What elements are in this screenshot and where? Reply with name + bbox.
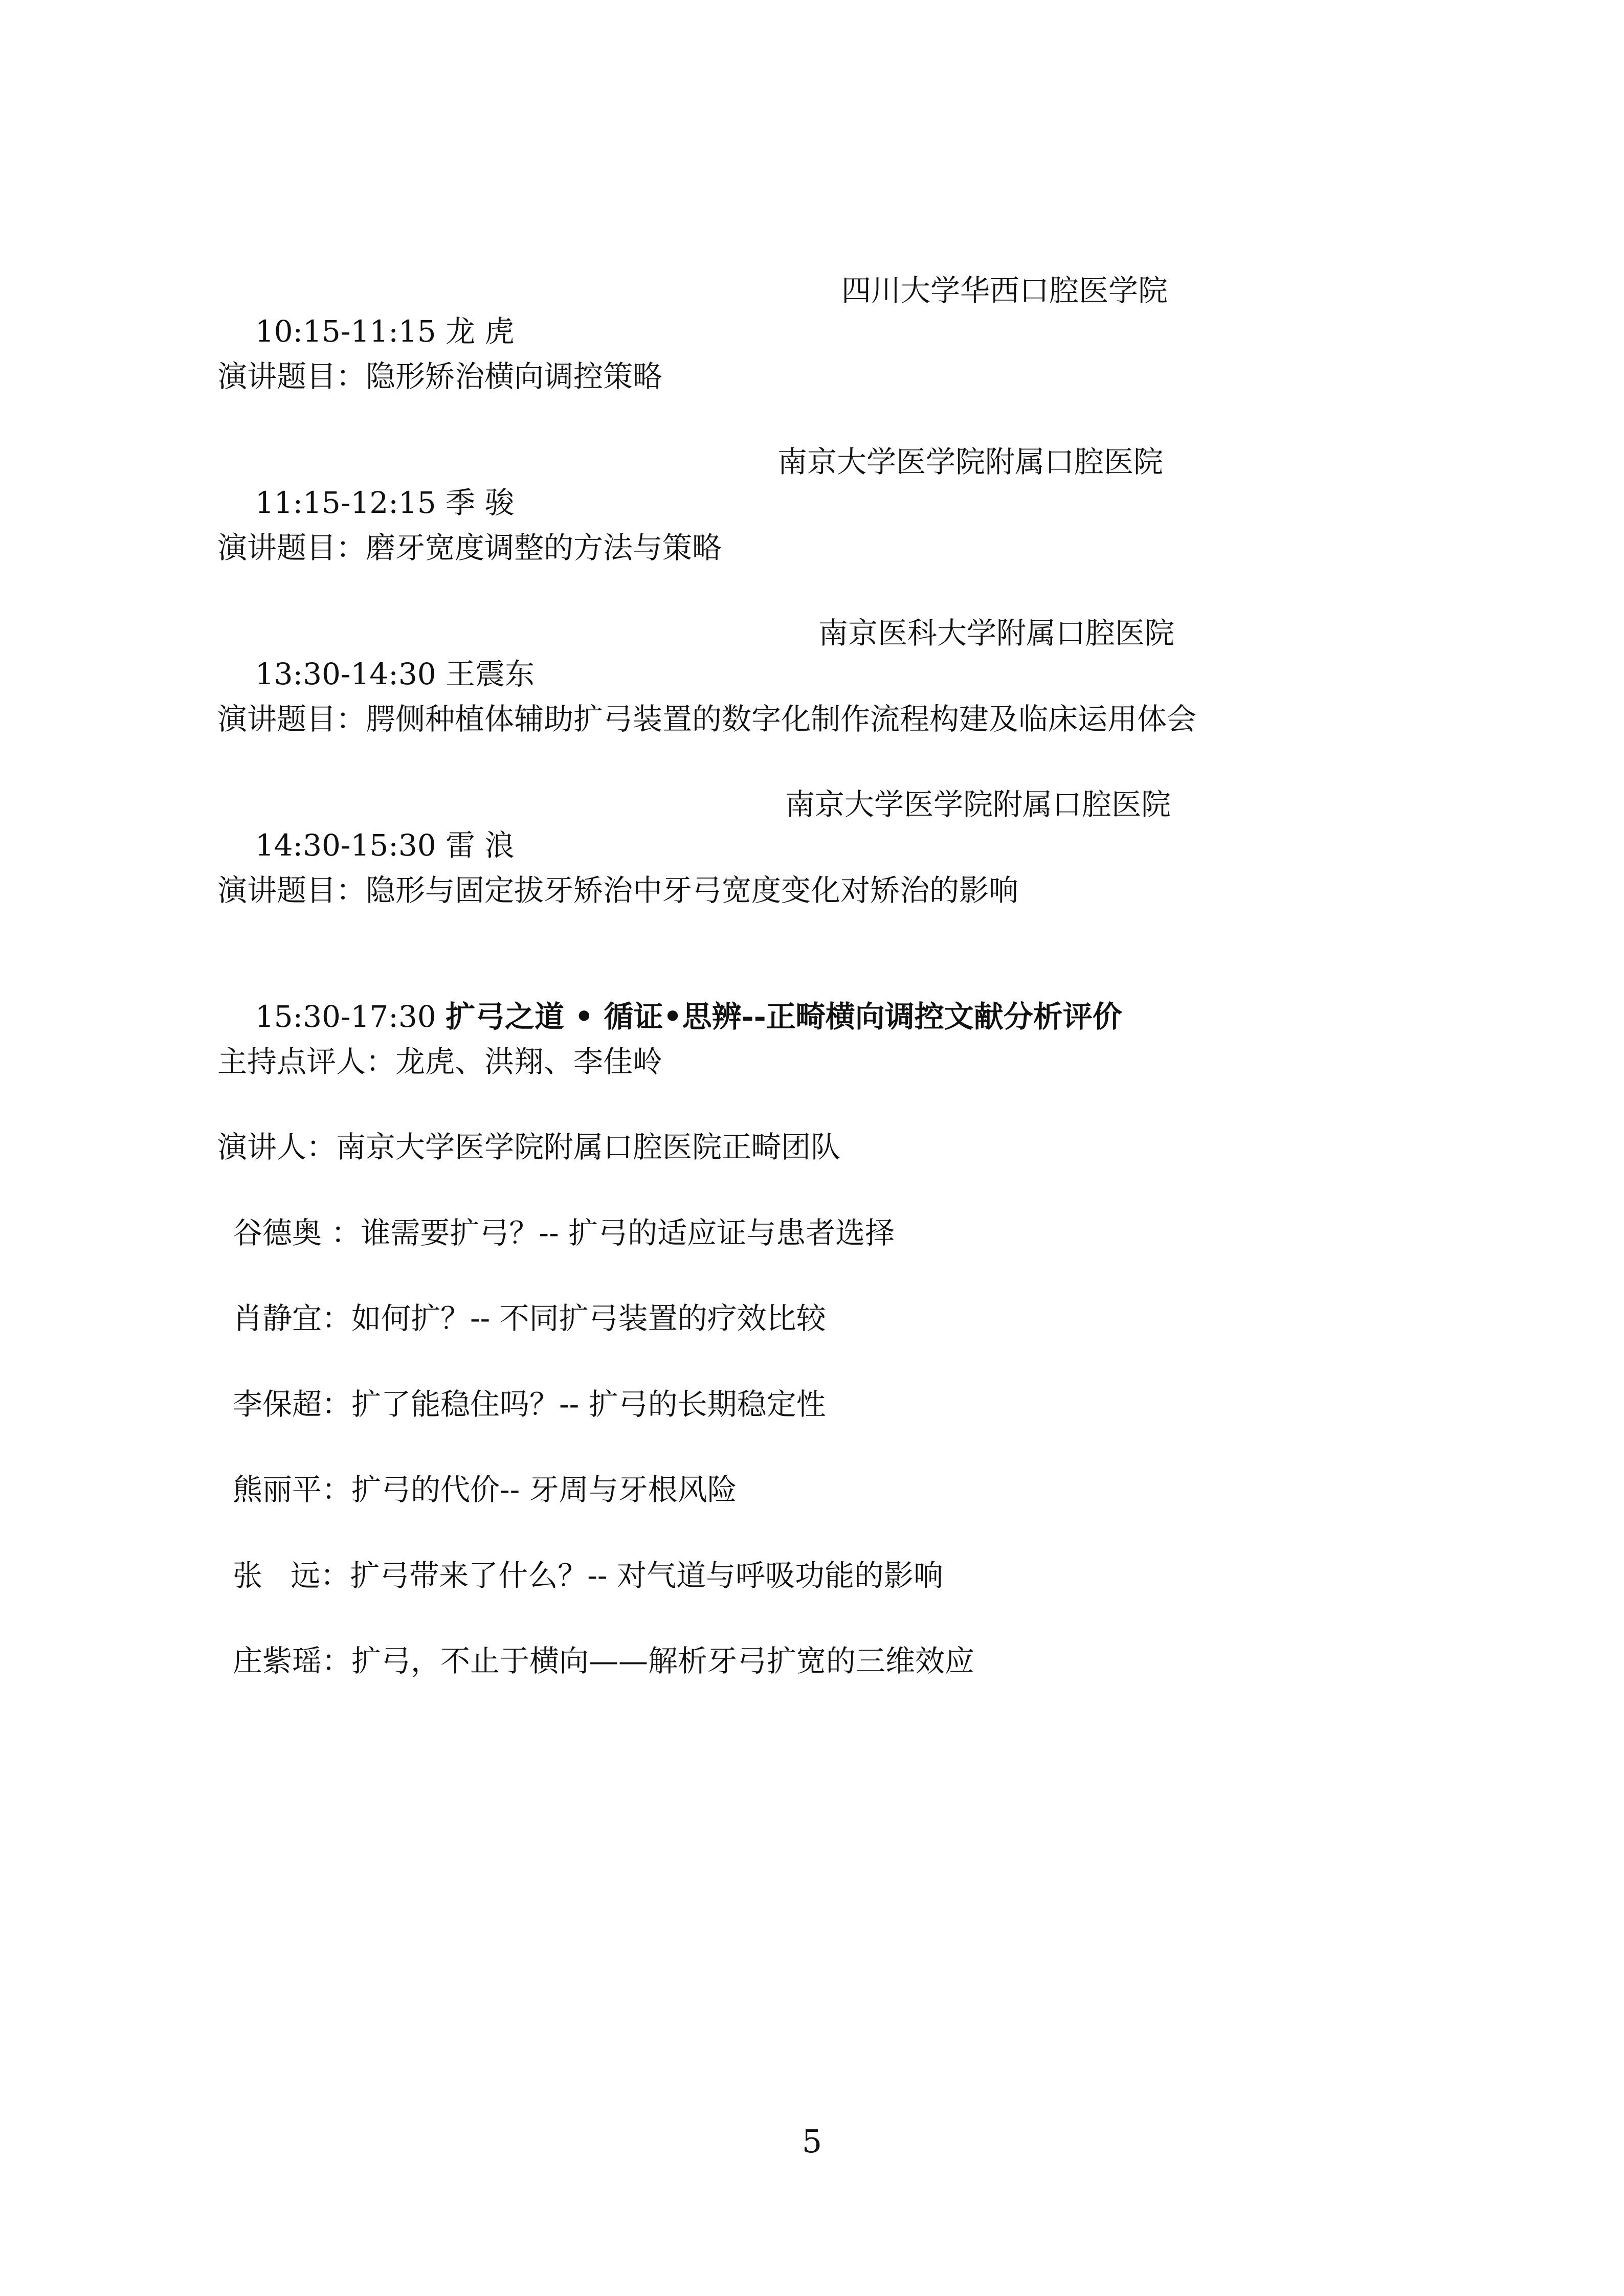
entry-topic: 演讲题目：隐形矫治横向调控策略 <box>217 359 663 394</box>
talk-item: 熊丽平：扩弓的代价-- 牙周与牙根风险 <box>233 1472 737 1507</box>
session-title: 扩弓之道 • 循证•思辨--正畸横向调控文献分析评价 <box>446 999 1122 1034</box>
talk-item: 李保超：扩了能稳住吗？-- 扩弓的长期稳定性 <box>233 1387 826 1422</box>
session-hosts: 主持点评人：龙虎、洪翔、李佳岭 <box>217 1044 663 1079</box>
entry-institution: 南京大学医学院附属口腔医院 <box>785 787 1171 822</box>
session-header <box>217 955 1122 1034</box>
session-time: 15:30-17:30 <box>255 999 446 1034</box>
schedule-entry-1 <box>217 270 1168 349</box>
schedule-entry-4 <box>217 784 1171 863</box>
entry-time: 11:15-12:15 <box>255 485 446 520</box>
entry-institution: 南京大学医学院附属口腔医院 <box>777 444 1164 479</box>
entry-institution: 四川大学华西口腔医学院 <box>841 273 1168 308</box>
entry-speaker: 雷 浪 <box>446 828 515 863</box>
talk-item: 肖静宜：如何扩？-- 不同扩弓装置的疗效比较 <box>233 1301 826 1336</box>
schedule-entry-3 <box>217 613 1175 691</box>
entry-time: 14:30-15:30 <box>255 828 446 863</box>
talk-item: 谷德奥 ：谁需要扩弓？-- 扩弓的适应证与患者选择 <box>233 1215 895 1250</box>
entry-time: 10:15-11:15 <box>255 314 446 349</box>
schedule-entry-2 <box>217 441 1164 520</box>
entry-topic: 演讲题目：磨牙宽度调整的方法与策略 <box>217 530 722 565</box>
entry-topic: 演讲题目：腭侧种植体辅助扩弓装置的数字化制作流程构建及临床运用体会 <box>217 702 1197 736</box>
entry-speaker: 季 骏 <box>446 485 515 520</box>
entry-speaker: 龙 虎 <box>446 314 515 349</box>
entry-institution: 南京医科大学附属口腔医院 <box>818 616 1175 650</box>
page-number: 5 <box>802 2123 822 2160</box>
entry-speaker: 王震东 <box>446 657 535 691</box>
entry-time: 13:30-14:30 <box>255 657 446 691</box>
talk-item: 张 远：扩弓带来了什么？-- 对气道与呼吸功能的影响 <box>233 1558 943 1593</box>
entry-topic: 演讲题目：隐形与固定拔牙矫治中牙弓宽度变化对矫治的影响 <box>217 873 1019 908</box>
session-speakers: 演讲人：南京大学医学院附属口腔医院正畸团队 <box>217 1130 841 1164</box>
talk-item: 庄紫瑶：扩弓，不止于横向——解析牙弓扩宽的三维效应 <box>233 1644 975 1678</box>
